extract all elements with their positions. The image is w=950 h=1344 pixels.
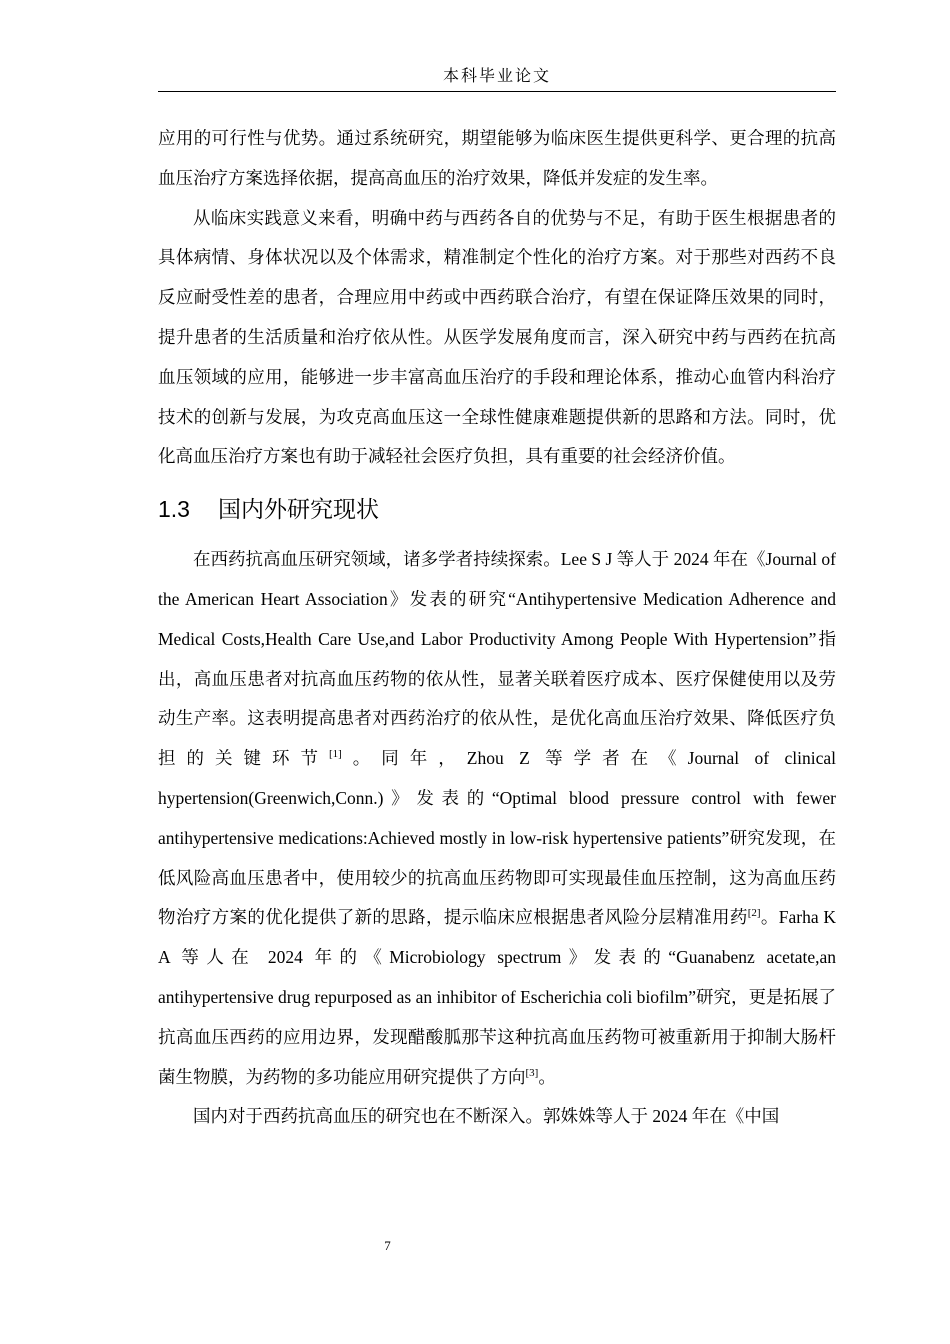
running-header: 本科毕业论文 bbox=[442, 68, 551, 85]
citation-ref-3: [3] bbox=[525, 1066, 539, 1079]
paragraph-text: 。Farha K A 等人在 2024 年的《Microbiology spectrum》发表的“Guanabenz acetate,an antihypertensive drug repurposed as an inhibitor of Escherichia coli biofilm”研究，更是拓展了抗高血压西药的应用边界，发现醋酸胍那苄这种抗高血压药物可被重新用于抑制大肠杆菌生物膜，为药物的多功能应用研究提供了方向 bbox=[158, 907, 836, 1087]
section-title: 国内外研究现状 bbox=[218, 497, 379, 524]
paragraph-text: 在西药抗高血压研究领域，诸多学者持续探索。Lee S J 等人于 2024 年在《Journal of the American Heart Association》发表的研究“Antihypertensive Medication Adherence and Medical Costs,Health Care Use,and Labor Productivity Among People With Hypertension”指出，高血压患者对抗高血压药物的依从性，显著关联着医疗成本、医疗保健使用以及劳动生产率。这表明提高患者对西药治疗的依从性，是优化高血压治疗效果、降低医疗负担的关键环节 bbox=[158, 549, 836, 769]
header-divider bbox=[158, 91, 836, 92]
citation-ref-2: [2] bbox=[747, 907, 761, 920]
citation-ref-1: [1] bbox=[328, 748, 342, 761]
body-text bbox=[158, 119, 836, 1137]
paragraph-text: 。 bbox=[538, 1066, 556, 1087]
paragraph-text: 。同年，Zhou Z 等学者在《Journal of clinical hypertension(Greenwich,Conn.)》发表的“Optimal blood pressure control with fewer antihypertensive medications:Achieved mostly in low-risk hypertensive patients”研究发现，在低风险高血压患者中，使用较少的抗高血压药物即可实现最佳血压控制，这为高血压药物治疗方案的优化提供了新的思路，提示临床应根据患者风险分层精准用药 bbox=[158, 748, 836, 928]
paragraph: 应用的可行性与优势。通过系统研究，期望能够为临床医生提供更科学、更合理的抗高血压治疗方案选择依据，提高高血压的治疗效果，降低并发症的发生率。 bbox=[158, 128, 836, 188]
section-number: 1.3 bbox=[158, 496, 190, 523]
paragraph bbox=[158, 540, 836, 1097]
section-heading bbox=[158, 489, 836, 530]
page-number: 7 bbox=[384, 1238, 391, 1253]
paragraph: 从临床实践意义来看，明确中药与西药各自的优势与不足，有助于医生根据患者的具体病情、身体状况以及个体需求，精准制定个性化的治疗方案。对于那些对西药不良反应耐受性差的患者，合理应用中药或中西药联合治疗，有望在保证降压效果的同时，提升患者的生活质量和治疗依从性。从医学发展角度而言，深入研究中药与西药在抗高血压领域的应用，能够进一步丰富高血压治疗的手段和理论体系，推动心血管内科治疗技术的创新与发展，为攻克高血压这一全球性健康难题提供新的思路和方法。同时，优化高血压治疗方案也有助于减轻社会医疗负担，具有重要的社会经济价值。 bbox=[158, 207, 836, 467]
paragraph: 国内对于西药抗高血压的研究也在不断深入。郭姝姝等人于 2024 年在《中国 bbox=[193, 1106, 780, 1127]
